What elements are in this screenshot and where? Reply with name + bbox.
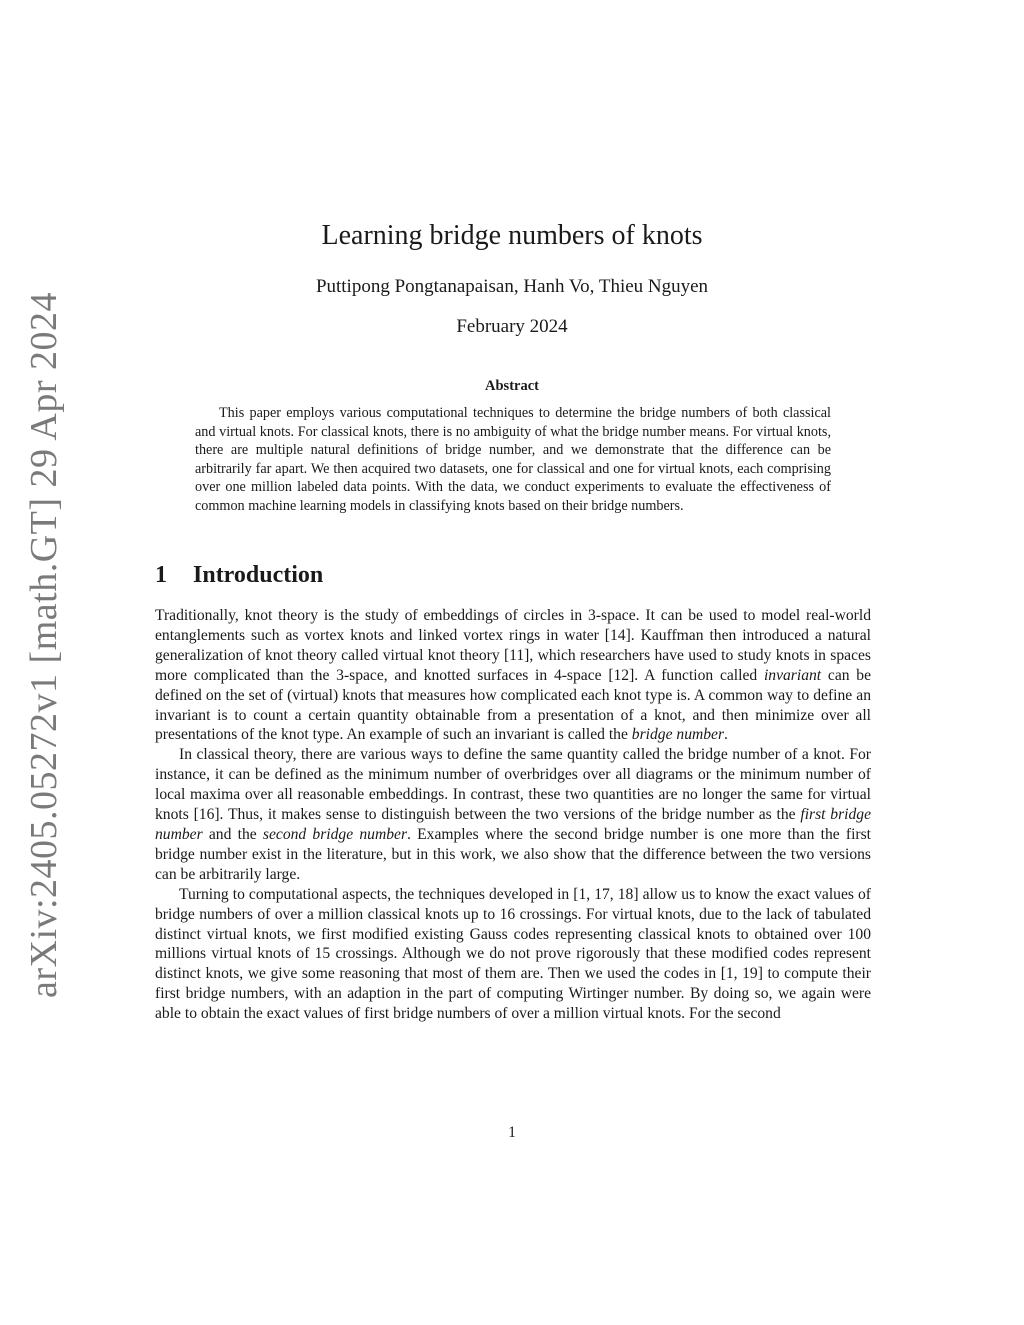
term-second-bridge-number: second bridge number — [262, 825, 408, 843]
paragraph-1 — [155, 606, 871, 745]
term-first-bridge-number: first bridge number — [155, 806, 871, 843]
paper-date: February 2024 — [456, 316, 568, 337]
paper-authors: Puttipong Pongtanapaisan, Hanh Vo, Thieu Nguyen — [315, 276, 709, 297]
paragraph-1-text-b: can be defined on the set of (virtual) knots that measures how complicated each knot type is. A common way to define an invariant is to count a certain quantity obtainable from a presentation of a knot, and then minimize over all presentations of the knot type. An example of such an invariant is called the — [155, 666, 872, 744]
paper-title: Learning bridge numbers of knots — [321, 220, 703, 251]
paragraph-1-text-a: Traditionally, knot theory is the study of embeddings of circles in 3-space. It can be used to model real-world entanglements such as vortex knots and linked vortex rings in water [14]. Kauffman then introduced a natural generalization of knot theory called virtual knot theory [11], which researchers have used to study knots in spaces more complicated than the 3-space, and knotted surfaces in 4-space [12]. A function called — [155, 607, 871, 684]
arxiv-identifier-text: arXiv:2405.05272v1 [math.GT] 29 Apr 2024 — [23, 291, 65, 999]
section-body — [155, 606, 871, 1024]
paragraph-2-text-a: In classical theory, there are various ways to define the same quantity called the bridge number of a knot. For instance, it can be defined as the minimum number of overbridges over all diagrams or the minimum number of local maxima over all reasonable embeddings. In contrast, these two quantities are no longer the same for virtual knots [16]. Thus, it makes sense to distinguish between the two versions of the bridge number as the — [155, 746, 871, 824]
paragraph-1-text-c: . — [724, 726, 728, 744]
paragraph-3: Turning to computational aspects, the techniques developed in [1, 17, 18] allow us to know the exact values of bridge numbers of over a million classical knots up to 16 crossings. For virtual knots, due to the lack of tabulated distinct virtual knots, we first modified existing Gauss codes representing classical knots to obtained over 100 millions virtual knots of 15 crossings. Although we do not prove rigorously that these modified codes represent distinct knots, we give some reasoning that most of them are. Then we used the codes in [1, 19] to compute their first bridge numbers, with an adaption in the part of computing Wirtinger number. By doing so, we again were able to obtain the exact values of first bridge numbers of over a million virtual knots. For the second — [155, 885, 871, 1023]
section-title: Introduction — [193, 562, 324, 588]
section-number: 1 — [155, 562, 167, 588]
page-number: 1 — [508, 1124, 516, 1141]
abstract-heading: Abstract — [485, 378, 539, 394]
abstract-text: This paper employs various computational techniques to determine the bridge numbers of both classical and virtual knots. For classical knots, there is no ambiguity of what the bridge number means. For virtual knots, there are multiple natural definitions of bridge number, and we demonstrate that the difference can be arbitrarily far apart. We then acquired two datasets, one for classical and one for virtual knots, each comprising over one million labeled data points. With the data, we conduct experiments to evaluate the effectiveness of common machine learning models in classifying knots based on their bridge numbers. — [195, 405, 831, 514]
paragraph-2 — [155, 745, 871, 884]
section-heading — [155, 562, 323, 589]
term-invariant: invariant — [763, 666, 822, 684]
arxiv-identifier — [14, 291, 74, 999]
term-bridge-number: bridge number — [631, 726, 725, 744]
paragraph-2-text-b: and the — [202, 825, 263, 843]
paragraph-2-text-c: . Examples where the second bridge number is one more than the first bridge number exist in the literature, but in this work, we also show that the difference between the two versions can be arbitrarily large. — [155, 825, 872, 883]
